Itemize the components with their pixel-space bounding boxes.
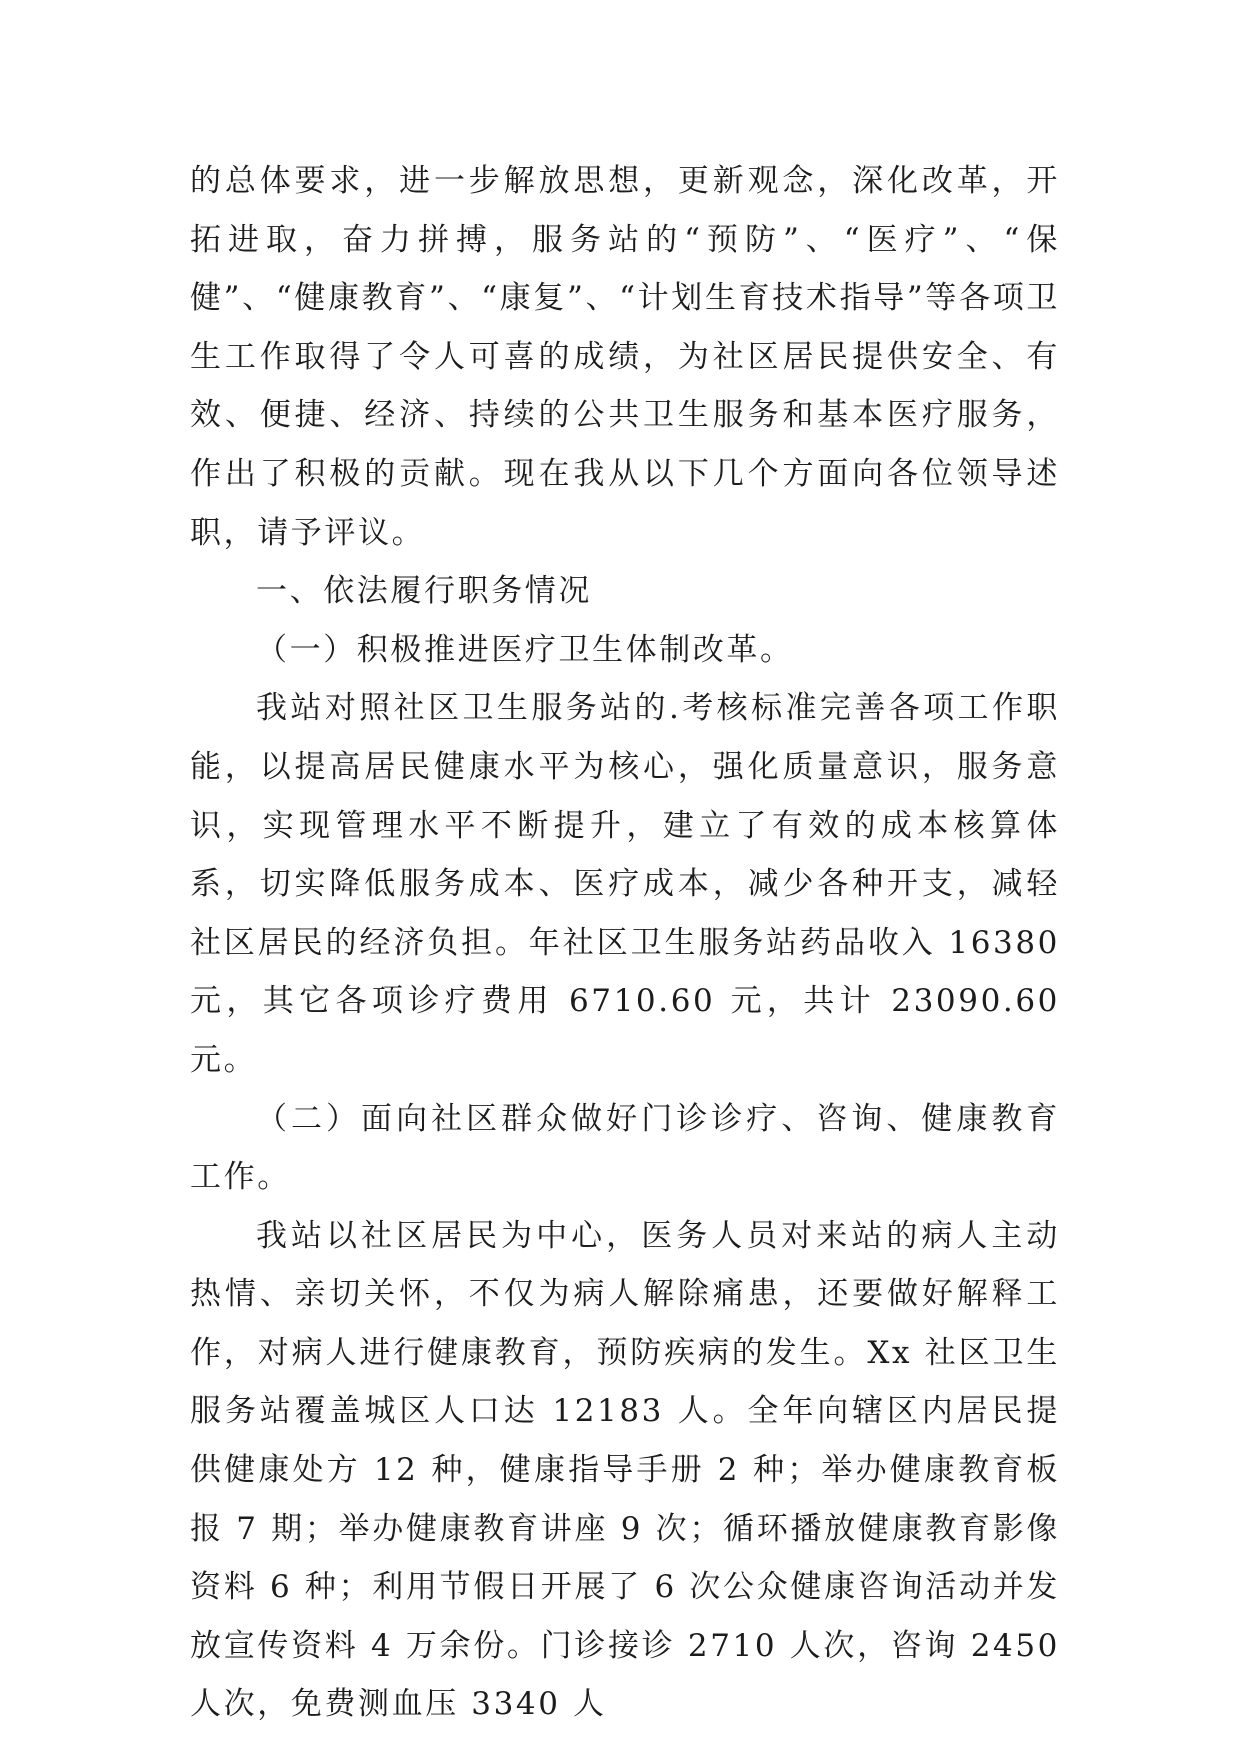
subsection-heading-reform: （一）积极推进医疗卫生体制改革。: [256, 631, 794, 668]
section-heading-duties: 一、依法履行职务情况: [256, 573, 592, 610]
paragraph-opening: 的总体要求，进一步解放思想，更新观念，深化改革，开拓进取，奋力拼搏，服务站的“预防”、“医疗”、“保健”、“健康教育”、“康复”、“计划生育技术指导”等各项卫生工作取得了令人可喜的成绩，为社区居民提供安全、有效、便捷、经济、持续的公共卫生服务和基本医疗服务，作出了积极的贡献。现在我从以下几个方面向各位领导述职，请予评议。: [190, 163, 1060, 551]
paragraph-reform: 我站对照社区卫生服务站的.考核标准完善各项工作职能，以提高居民健康水平为核心，强化质量意识，服务意识，实现管理水平不断提升，建立了有效的成本核算体系，切实降低服务成本、医疗成本，减少各种开支，减轻社区居民的经济负担。年社区卫生服务站药品收入 16380 元，其它各项诊疗费用 6710.60 元，共计 23090.60 元。: [190, 690, 1060, 1078]
document-body: [190, 152, 1060, 1734]
subsection-heading-outpatient: （二）面向社区群众做好门诊诊疗、咨询、健康教育工作。: [190, 1100, 1060, 1196]
paragraph-outpatient: 我站以社区居民为中心，医务人员对来站的病人主动热情、亲切关怀，不仅为病人解除痛患，还要做好解释工作，对病人进行健康教育，预防疾病的发生。Xx 社区卫生服务站覆盖城区人口达 12183 人。全年向辖区内居民提供健康处方 12 种，健康指导手册 2 种；举办健康教育板报 7 期；举办健康教育讲座 9 次；循环播放健康教育影像资料 6 种；利用节假日开展了 6 次公众健康咨询活动并发放宣传资料 4 万余份。门诊接诊 2710 人次，咨询 2450 人次，免费测血压 3340 人: [190, 1217, 1060, 1723]
